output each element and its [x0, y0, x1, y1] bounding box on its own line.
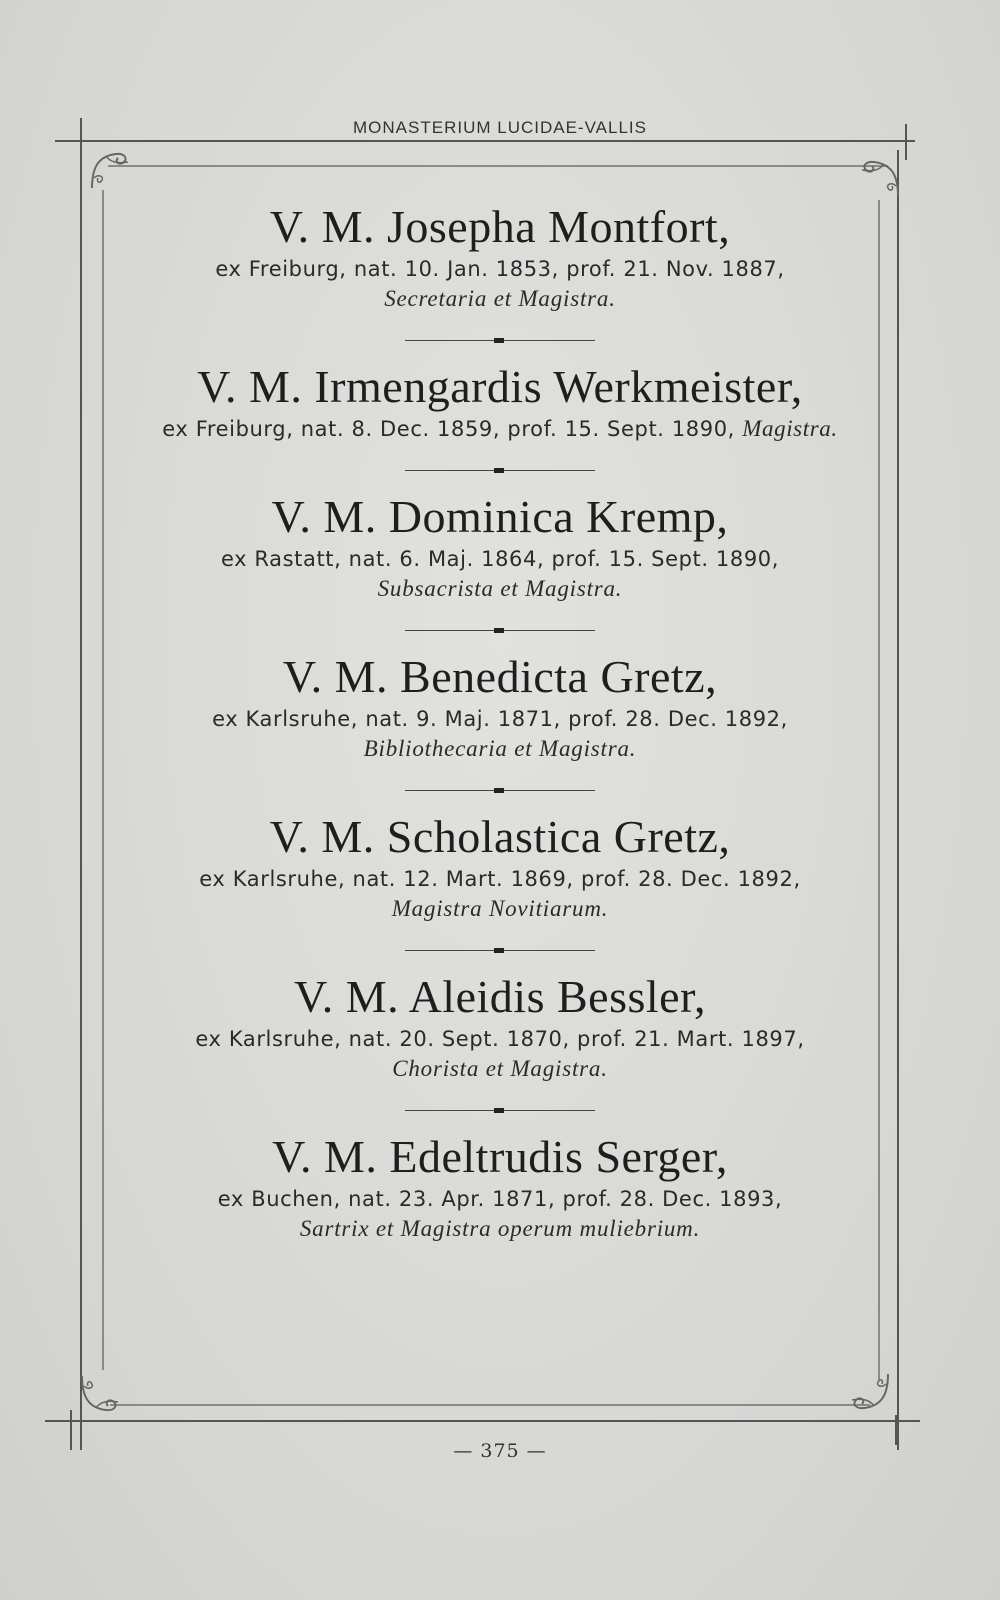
- bottom-rule: [45, 1420, 920, 1422]
- divider: [405, 940, 595, 960]
- entry-name: V. M. Dominica Kremp,: [271, 491, 729, 542]
- entry-name: V. M. Benedicta Gretz,: [282, 651, 718, 702]
- top-rule: [55, 140, 915, 142]
- top-right-tick: [905, 124, 907, 160]
- entry-office: Sartrix et Magistra operum muliebrium.: [299, 1216, 701, 1241]
- entry-details: ex Karlsruhe, nat. 12. Mart. 1869, prof. 28. Dec. 1892,: [199, 867, 801, 891]
- ornament-bottom-left-icon: [78, 1372, 122, 1416]
- entry-name: V. M. Josepha Montfort,: [269, 201, 731, 252]
- entry-details-line: [60, 414, 940, 444]
- page-number: — 375 —: [453, 1440, 547, 1462]
- entry-aleidis-bessler: [60, 970, 940, 1084]
- divider: [405, 620, 595, 640]
- entry-irmengardis-werkmeister: [60, 360, 940, 444]
- entry-benedicta-gretz: [60, 650, 940, 764]
- top-left-tick: [80, 118, 82, 142]
- entry-details: ex Karlsruhe, nat. 9. Maj. 1871, prof. 28. Dec. 1892,: [212, 707, 788, 731]
- running-head: MONASTERIUM LUCIDAE-VALLIS: [353, 118, 647, 137]
- divider: [405, 330, 595, 350]
- entry-details: ex Buchen, nat. 23. Apr. 1871, prof. 28. Dec. 1893,: [217, 1187, 783, 1211]
- entry-office: Chorista et Magistra.: [392, 1056, 608, 1081]
- entry-name: V. M. Scholastica Gretz,: [269, 811, 731, 862]
- divider: [405, 460, 595, 480]
- entry-office: Bibliothecaria et Magistra.: [363, 736, 637, 761]
- inner-bottom-rule: [110, 1404, 870, 1406]
- inner-top-rule: [108, 165, 888, 167]
- entry-office: Secretaria et Magistra.: [384, 286, 616, 311]
- entry-josepha-montfort: [60, 200, 940, 314]
- entry-name: V. M. Aleidis Bessler,: [293, 971, 707, 1022]
- entry-edeltrudis-serger: [60, 1130, 940, 1244]
- entry-scholastica-gretz: [60, 810, 940, 924]
- entry-name: V. M. Edeltrudis Serger,: [272, 1131, 728, 1182]
- entry-dominica-kremp: [60, 490, 940, 604]
- ornament-top-right-icon: [858, 156, 902, 200]
- entry-name: V. M. Irmengardis Werkmeister,: [197, 361, 803, 412]
- entry-office: Magistra Novitiarum.: [391, 896, 609, 921]
- ornament-bottom-right-icon: [848, 1370, 892, 1414]
- entry-details: ex Karlsruhe, nat. 20. Sept. 1870, prof. 21. Mart. 1897,: [195, 1027, 805, 1051]
- entry-details: ex Rastatt, nat. 6. Maj. 1864, prof. 15. Sept. 1890,: [220, 547, 780, 571]
- entry-office: Subsacrista et Magistra.: [377, 576, 623, 601]
- entry-office: Magistra.: [742, 416, 838, 441]
- divider: [405, 1100, 595, 1120]
- entry-details: ex Freiburg, nat. 10. Jan. 1853, prof. 21. Nov. 1887,: [215, 257, 785, 281]
- divider: [405, 780, 595, 800]
- ornament-top-left-icon: [88, 148, 132, 192]
- entries-list: [60, 200, 940, 1244]
- entry-details: ex Freiburg, nat. 8. Dec. 1859, prof. 15. Sept. 1890,: [162, 417, 735, 441]
